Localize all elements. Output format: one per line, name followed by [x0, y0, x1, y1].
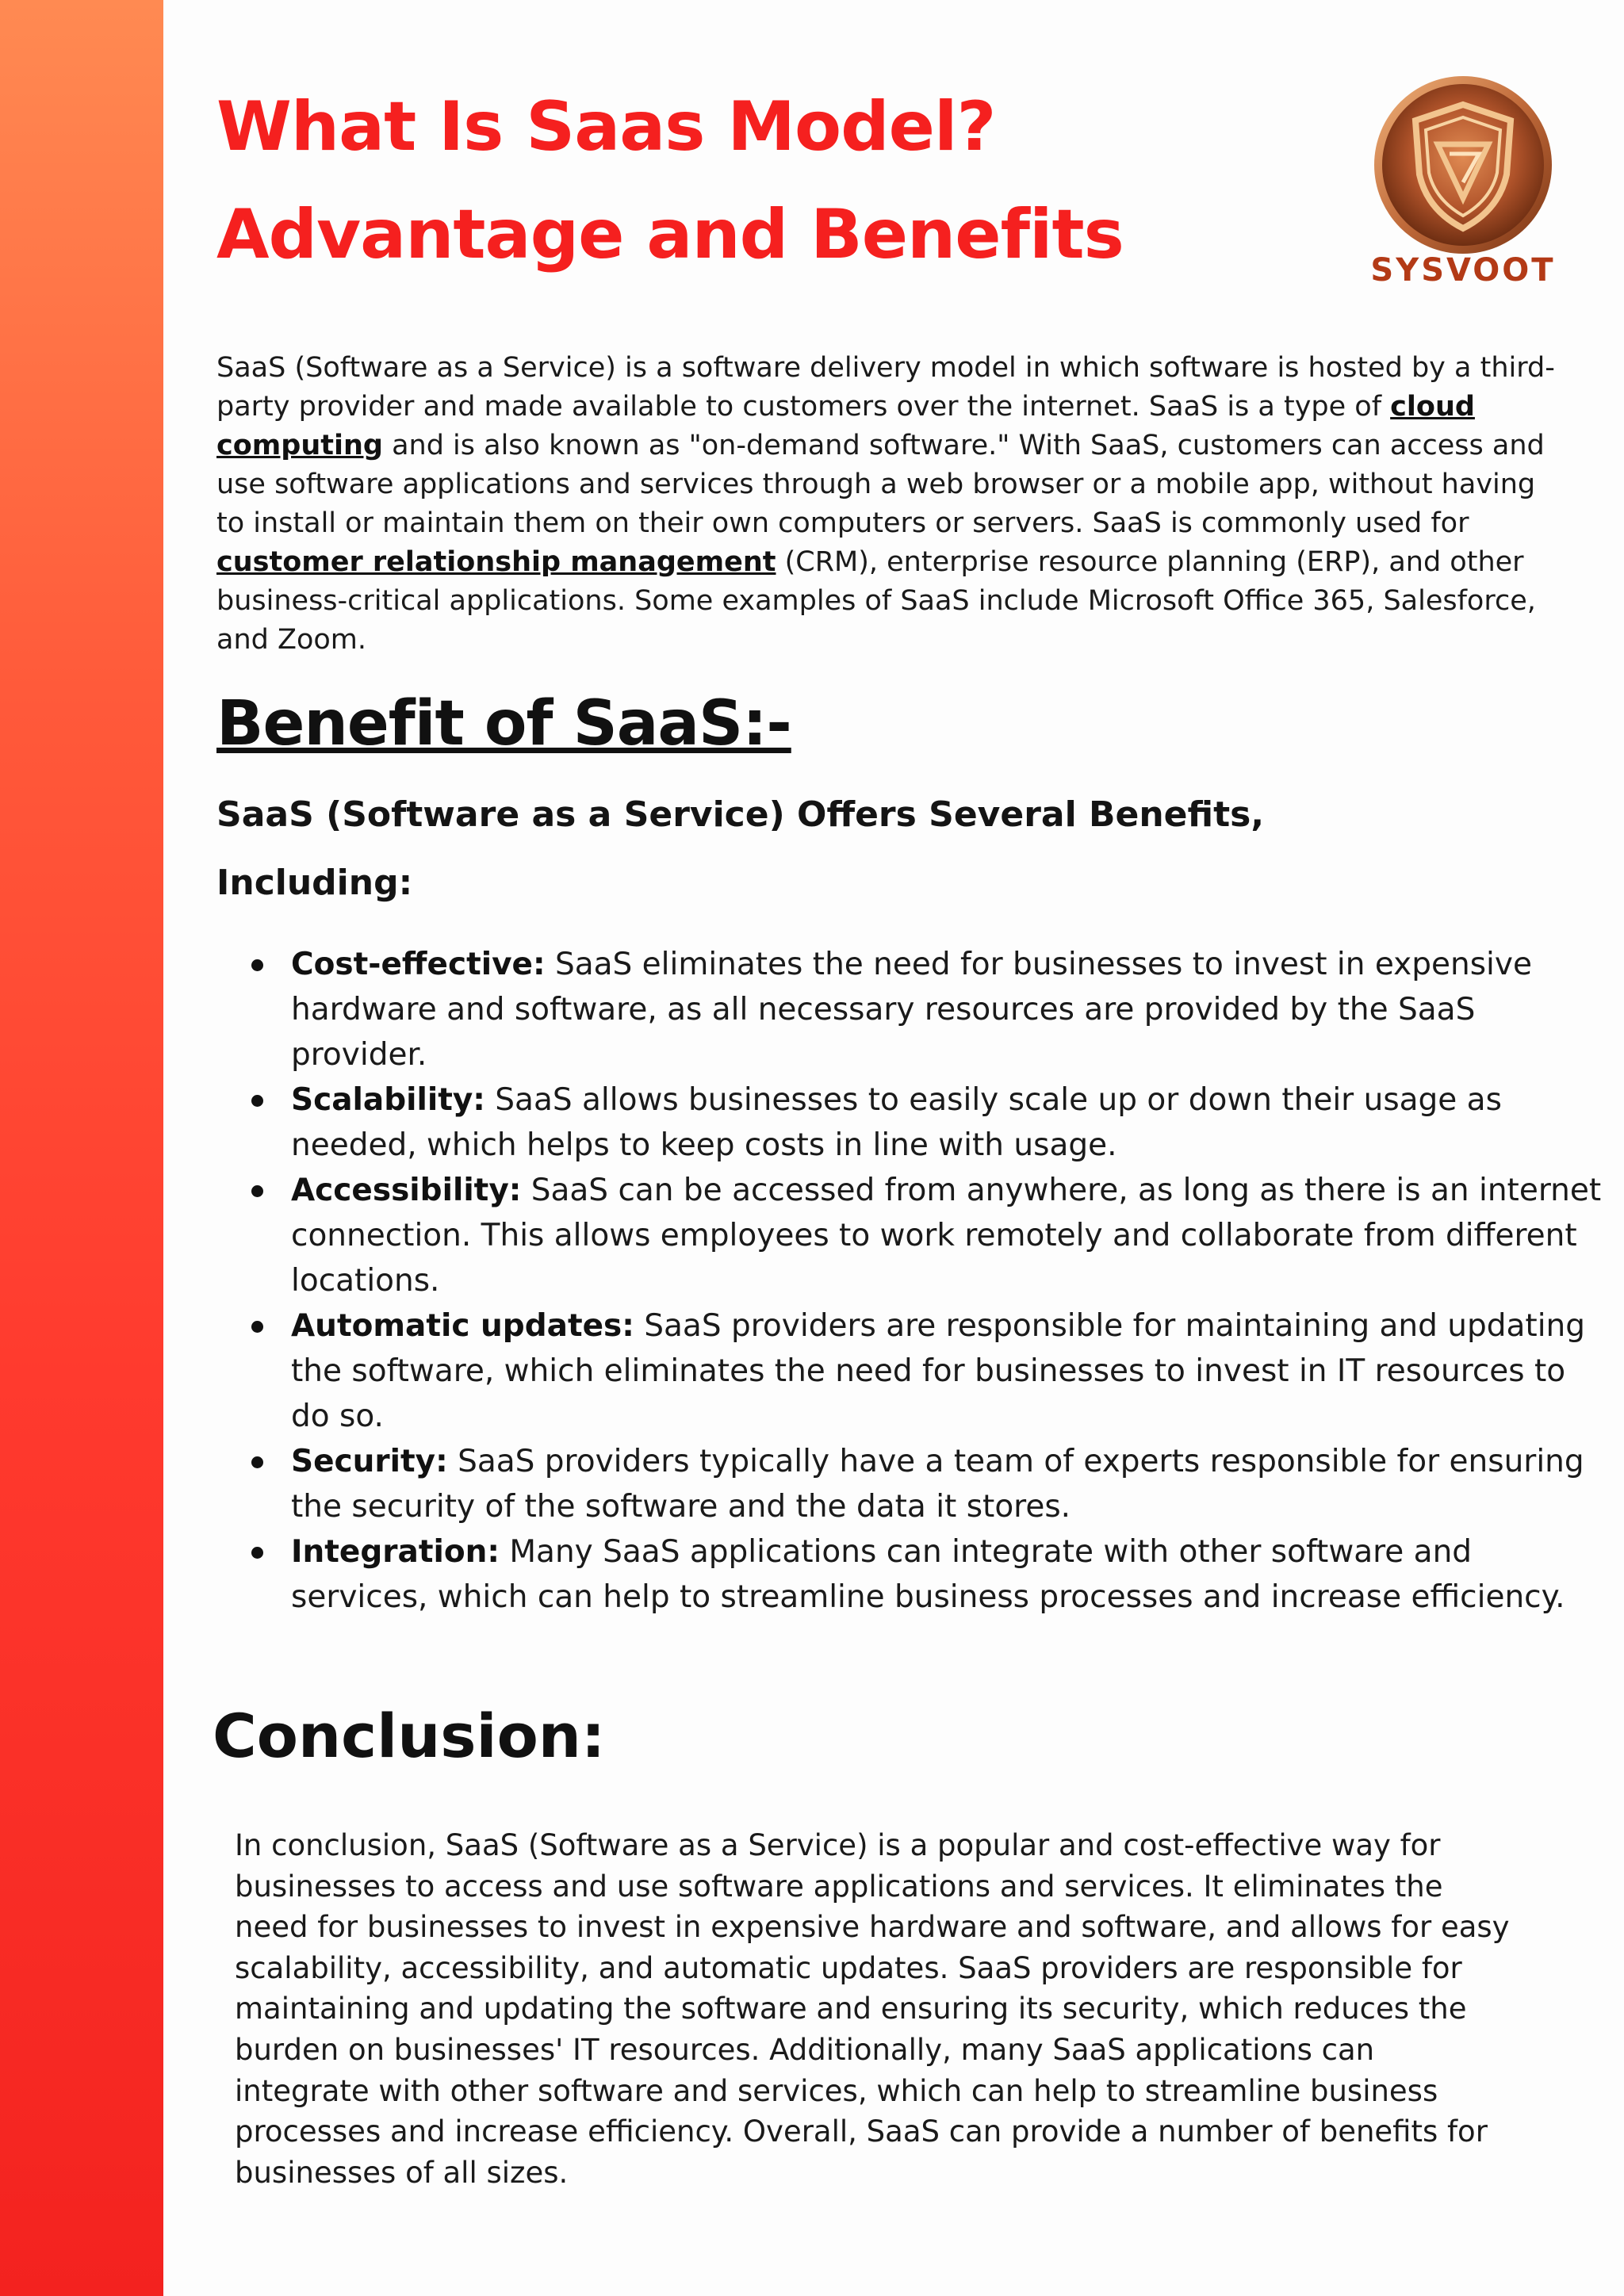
- benefit-text: Many SaaS applications can integrate with other software and services, which can help to streamline business processes and increase efficiency.: [291, 1534, 1565, 1615]
- benefit-item-automatic-updates: [291, 1303, 1607, 1439]
- bullet-icon: [251, 1095, 263, 1107]
- intro-text-1: SaaS (Software as a Service) is a software delivery model in which software is hosted by a third-party provider and made available to customers over the internet. SaaS is a type of: [216, 352, 1555, 423]
- bullet-icon: [251, 1185, 263, 1197]
- benefit-item-integration: [291, 1529, 1607, 1620]
- benefits-heading: Benefit of SaaS:-: [216, 688, 791, 760]
- benefit-item-accessibility: [291, 1168, 1607, 1303]
- benefit-text: SaaS allows businesses to easily scale up or down their usage as needed, which helps to keep costs in line with usage.: [291, 1082, 1502, 1163]
- title-line-2: Advantage and Benefits: [216, 195, 1124, 274]
- benefit-label: Integration:: [291, 1534, 500, 1570]
- page-title: [216, 73, 1124, 289]
- benefit-text: SaaS can be accessed from anywhere, as long as there is an internet connection. This allows employees to work remotely and collaborate from different locations.: [291, 1173, 1602, 1299]
- benefit-label: Accessibility:: [291, 1173, 522, 1208]
- bullet-icon: [251, 959, 263, 971]
- benefit-item-cost-effective: [291, 942, 1607, 1077]
- benefit-label: Security:: [291, 1444, 448, 1479]
- bullet-icon: [251, 1456, 263, 1468]
- bullet-icon: [251, 1547, 263, 1559]
- benefit-label: Automatic updates:: [291, 1308, 634, 1344]
- benefits-list: [238, 942, 1607, 1620]
- intro-paragraph: [216, 349, 1565, 660]
- conclusion-paragraph: In conclusion, SaaS (Software as a Service) is a popular and cost-effective way for businesses to access and use software applications and services. It eliminates the need for businesses to invest in expensive hardware and software, and allows for easy scalability, accessibility, and automatic updates. SaaS providers are responsible for maintaining and updating the software and ensuring its security, which reduces the burden on businesses' IT resources. Additionally, many SaaS applications can integrate with other software and services, which can help to streamline business processes and increase efficiency. Overall, SaaS can provide a number of benefits for businesses of all sizes.: [235, 1828, 1510, 2190]
- left-gradient-bar: [0, 0, 163, 2296]
- bullet-icon: [251, 1321, 263, 1333]
- benefit-text: SaaS eliminates the need for businesses to invest in expensive hardware and software, as all necessary resources are provided by the SaaS provider.: [291, 947, 1532, 1073]
- benefit-text: SaaS providers are responsible for maintaining and updating the software, which eliminates the need for businesses to invest in IT resources to do so.: [291, 1308, 1586, 1434]
- intro-text-3: (CRM), enterprise resource planning (ERP), and other business-critical applications. Some examples of SaaS include Microsoft Office 365, Salesforce, and Zoom.: [216, 546, 1536, 656]
- crm-link[interactable]: customer relationship management: [216, 546, 776, 578]
- logo-wordmark: SYSVOOT: [1370, 252, 1556, 289]
- benefit-label: Scalability:: [291, 1082, 485, 1118]
- title-line-1: What Is Saas Model?: [216, 87, 996, 166]
- benefits-subheading: SaaS (Software as a Service) Offers Several Benefits, Including:: [216, 794, 1265, 903]
- benefit-item-security: [291, 1439, 1607, 1529]
- benefit-text: SaaS providers typically have a team of experts responsible for ensuring the security of the software and the data it stores.: [291, 1444, 1584, 1525]
- benefit-item-scalability: [291, 1077, 1607, 1168]
- conclusion-heading: Conclusion:: [213, 1701, 606, 1771]
- benefit-label: Cost-effective:: [291, 947, 546, 982]
- cloud-computing-link[interactable]: cloud computing: [216, 391, 1475, 461]
- intro-text-2: and is also known as "on-demand software." With SaaS, customers can access and use software applications and services through a web browser or a mobile app, without having to install or maintain them on their own computers or servers. SaaS is commonly used for: [216, 430, 1545, 539]
